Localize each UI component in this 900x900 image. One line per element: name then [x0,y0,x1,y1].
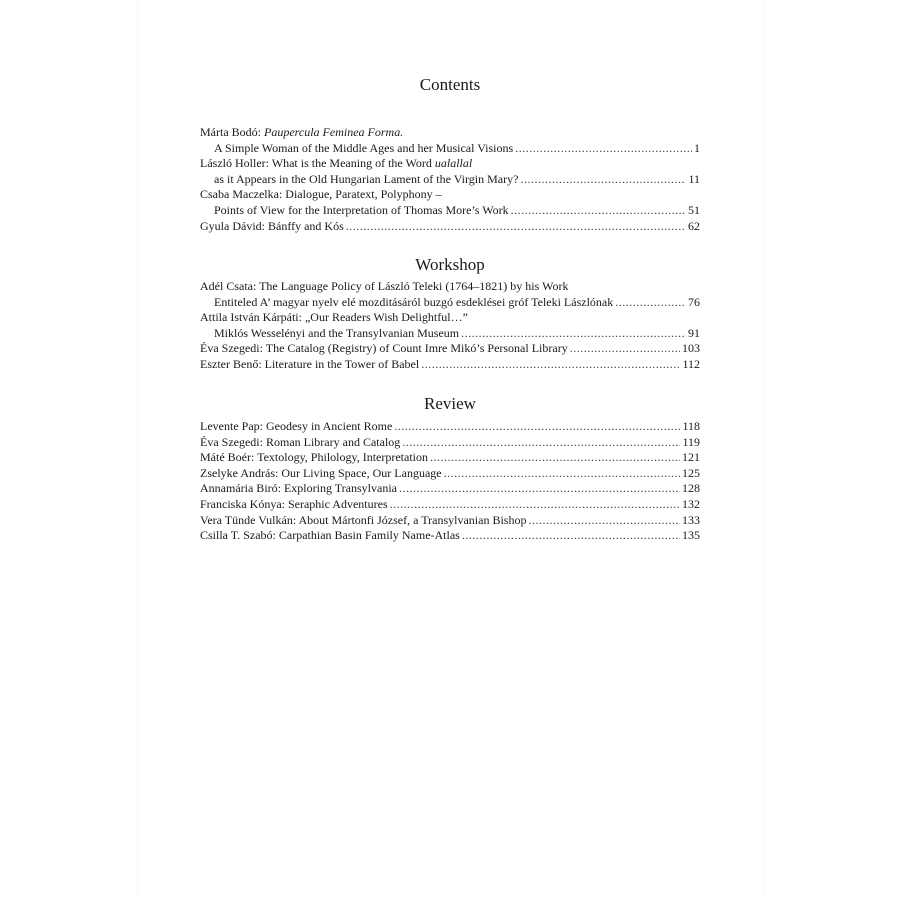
review-list [200,419,700,544]
toc-entry[interactable]: Franciska Kónya: Seraphic Adventures ..... 132 [200,497,700,513]
dot-leader [444,466,680,482]
dot-leader [528,513,680,529]
page-number: 11 [688,171,700,186]
page-number: 132 [682,496,700,511]
toc-entry[interactable]: Csilla T. Szabó: Carpathian Basin Family Name-Atlas ..... 135 [200,528,700,544]
dot-leader [520,172,686,188]
dot-leader [515,141,692,157]
dot-leader [511,203,686,219]
dot-leader [570,341,680,357]
dot-leader [390,497,680,513]
toc-entry-author-line: Csaba Maczelka: Dialogue, Paratext, Polyphony – [200,187,442,202]
toc-entry-author-line: László Holler: What is the Meaning of the Word ualallal [200,156,473,171]
toc-entry[interactable]: Máté Boér: Textology, Philology, Interpretation ..... 121 [200,450,700,466]
review-heading: Review [424,394,476,413]
toc-entry-author-line: Adél Csata: The Language Policy of László Teleki (1764–1821) by his Work [200,279,569,293]
page-number: 125 [682,465,700,480]
page-number: 135 [682,528,700,543]
page-number: 1 [694,140,700,155]
toc-entry[interactable]: Miklós Wesselényi and the Transylvanian Museum ..... 91 [200,326,700,342]
page-number: 112 [682,356,700,371]
page-number: 51 [688,202,700,217]
dot-leader [399,481,680,497]
contents-list [200,125,700,234]
toc-entry[interactable]: Éva Szegedi: The Catalog (Registry) of Count Imre Mikó’s Personal Library ..... 103 [200,341,700,357]
page-number: 103 [682,341,700,356]
toc-entry[interactable]: Entiteled A’ magyar nyelv elé mozditásáról buzgó esdeklései gróf Teleki Lászlónak ..... 76 [200,295,700,311]
dot-leader [394,419,680,435]
workshop-heading: Workshop [415,255,485,274]
toc-entry[interactable]: Zselyke András: Our Living Space, Our Language ..... 125 [200,466,700,482]
toc-entry[interactable]: Points of View for the Interpretation of Thomas More’s Work ..... 51 [200,203,700,219]
toc-entry-author-line: Márta Bodó: Paupercula Feminea Forma. [200,125,404,139]
page-number: 76 [688,294,700,309]
contents-heading: Contents [419,75,481,94]
toc-entry[interactable]: Levente Pap: Geodesy in Ancient Rome ..... 118 [200,419,700,435]
page-number: 119 [682,434,700,449]
dot-leader [421,357,680,373]
toc-entry[interactable]: Annamária Biró: Exploring Transylvania ..... 128 [200,481,700,497]
toc-entry[interactable]: as it Appears in the Old Hungarian Lament of the Virgin Mary? ..... 11 [200,172,700,188]
toc-entry[interactable]: A Simple Woman of the Middle Ages and her Musical Visions ..... 1 [200,141,700,157]
page-number: 121 [682,450,700,465]
dot-leader [462,528,680,544]
toc-entry[interactable]: Gyula Dávid: Bánffy and Kós ..... 62 [200,219,700,235]
page-number: 118 [682,419,700,433]
page-number: 128 [682,481,700,496]
toc-entry[interactable]: Eszter Benő: Literature in the Tower of Babel ..... 112 [200,357,700,373]
toc-entry-author-line: Attila István Kárpáti: „Our Readers Wish Delightful…” [200,310,468,325]
dot-leader [430,450,680,466]
page-number: 133 [682,512,700,527]
toc-entry[interactable]: Éva Szegedi: Roman Library and Catalog ..... 119 [200,435,700,451]
dot-leader [461,326,686,342]
toc-entry[interactable]: Vera Tünde Vulkán: About Mártonfi József, a Transylvanian Bishop ..... 133 [200,513,700,529]
page-number: 62 [688,218,700,233]
dot-leader [615,295,686,311]
page-number: 91 [688,325,700,340]
workshop-list [200,279,700,373]
dot-leader [402,435,680,451]
dot-leader [346,219,686,235]
